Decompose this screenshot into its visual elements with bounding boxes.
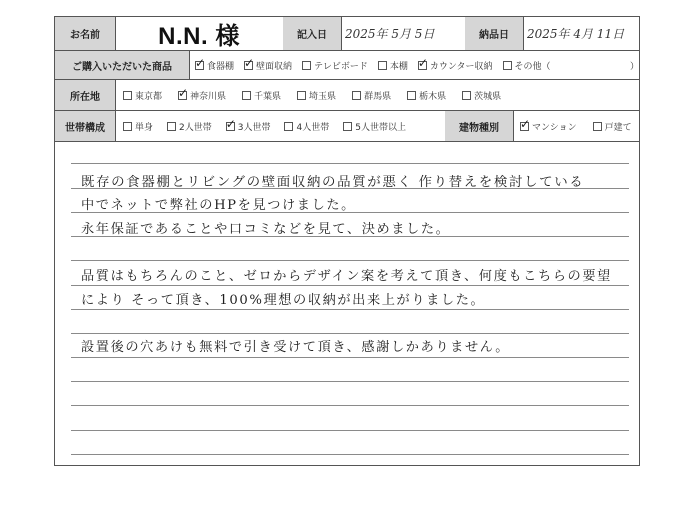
checkbox-gunma[interactable] [352, 91, 361, 100]
option-label: 壁面収納 [256, 61, 293, 72]
checkbox-single[interactable] [123, 122, 132, 131]
option-label: 本棚 [389, 61, 408, 72]
ruled-line [71, 285, 629, 286]
ruled-line [71, 309, 629, 310]
location-row [55, 80, 639, 111]
product-option-bookshelf[interactable] [378, 59, 408, 72]
ruled-line [71, 260, 629, 261]
location-option-tochigi[interactable] [407, 89, 446, 102]
product-option-cupboard[interactable] [195, 59, 234, 72]
option-label: 戸建て [604, 122, 632, 133]
option-label: 単身 [135, 122, 154, 133]
comment-line-3: 永年保証であることや口コミなどを見て、決めました。 [81, 222, 451, 237]
ruled-line [71, 333, 629, 334]
option-label: カウンター収納 [429, 61, 493, 72]
header-row [55, 17, 639, 51]
delivery-date-label: 納品日 [465, 17, 523, 50]
checkbox-other[interactable] [503, 61, 512, 70]
product-option-counter-storage[interactable] [418, 59, 493, 72]
delivery-date: 2025年 4月 11日 [527, 27, 625, 41]
comment-line-1: 既存の食器棚とリビングの壁面収納の品質が悪く 作り替えを検討している [81, 175, 585, 190]
household-option-single[interactable] [123, 120, 153, 133]
location-option-gunma[interactable] [352, 89, 391, 102]
household-label: 世帯構成 [55, 111, 115, 141]
location-option-saitama[interactable] [297, 89, 336, 102]
checkbox-kanagawa[interactable] [178, 91, 187, 100]
other-close-paren: ） [630, 61, 640, 72]
product-option-other[interactable] [503, 59, 551, 72]
option-label: 神奈川県 [190, 91, 227, 102]
location-option-tokyo[interactable] [123, 89, 162, 102]
ruled-line [71, 381, 629, 382]
checkbox-tochigi[interactable] [407, 91, 416, 100]
household-option-three[interactable] [226, 120, 271, 133]
option-label: 4人世帯 [296, 122, 330, 133]
products-label: ご購入いただいた商品 [55, 51, 189, 79]
products-options [195, 51, 561, 79]
option-label: 東京都 [135, 91, 163, 102]
checkbox-four-person[interactable] [284, 122, 293, 131]
option-label: 埼玉県 [309, 91, 337, 102]
checkbox-house[interactable] [593, 122, 602, 131]
option-label: その他（ [514, 61, 551, 72]
checkbox-tokyo[interactable] [123, 91, 132, 100]
building-label: 建物種別 [445, 111, 513, 141]
household-option-two[interactable] [167, 120, 212, 133]
location-option-kanagawa[interactable] [178, 89, 226, 102]
option-label: 3人世帯 [237, 122, 271, 133]
comment-line-2: 中でネットで弊社のHPを見つけました。 [81, 198, 356, 213]
entry-date-label: 記入日 [283, 17, 341, 50]
option-label: マンション [532, 122, 577, 133]
option-label: テレビボード [314, 61, 368, 72]
option-label: 千葉県 [254, 91, 282, 102]
comment-line-5: 品質はもちろんのこと、ゼロからデザイン案を考えて頂き、何度もこちらの要望 [81, 269, 612, 284]
checkbox-bookshelf[interactable] [378, 61, 387, 70]
location-option-chiba[interactable] [242, 89, 281, 102]
checkbox-counter-storage[interactable] [418, 61, 427, 70]
checkbox-two-person[interactable] [167, 122, 176, 131]
option-label: 茨城県 [474, 91, 502, 102]
comment-line-8: 設置後の穴あけも無料で引き受けて頂き、感謝しかありません。 [81, 340, 511, 355]
option-label: 食器棚 [207, 61, 235, 72]
household-option-four[interactable] [284, 120, 329, 133]
ruled-line [71, 430, 629, 431]
household-options [123, 111, 416, 141]
option-label: 2人世帯 [179, 122, 212, 133]
ruled-line [71, 454, 629, 455]
product-option-wall-storage[interactable] [244, 59, 292, 72]
checkbox-cupboard[interactable] [195, 61, 204, 70]
entry-date: 2025年 5月 5日 [345, 27, 435, 41]
checkbox-ibaraki[interactable] [462, 91, 471, 100]
checkbox-mansion[interactable] [520, 122, 529, 131]
customer-name: N.N. 様 [158, 23, 240, 50]
household-option-five-plus[interactable] [343, 120, 406, 133]
checkbox-tv-board[interactable] [302, 61, 311, 70]
comment-line-6: により そって頂き、100%理想の収納が出来上がりました。 [81, 293, 486, 308]
ruled-line [71, 405, 629, 406]
product-option-tv-board[interactable] [302, 59, 368, 72]
location-option-ibaraki[interactable] [462, 89, 501, 102]
products-row [55, 51, 639, 80]
checkbox-saitama[interactable] [297, 91, 306, 100]
building-option-house[interactable] [593, 120, 632, 133]
building-option-mansion[interactable] [520, 120, 577, 133]
option-label: 栃木県 [419, 91, 447, 102]
checkbox-wall-storage[interactable] [244, 61, 253, 70]
location-options [123, 80, 511, 110]
ruled-line [71, 357, 629, 358]
option-label: 5人世帯以上 [355, 122, 406, 133]
checkbox-three-person[interactable] [226, 122, 235, 131]
checkbox-five-plus[interactable] [343, 122, 352, 131]
name-label: お名前 [55, 17, 115, 50]
survey-form [54, 16, 640, 466]
ruled-line [71, 163, 629, 164]
location-label: 所在地 [55, 80, 115, 110]
checkbox-chiba[interactable] [242, 91, 251, 100]
option-label: 群馬県 [364, 91, 392, 102]
household-row [55, 111, 639, 142]
building-options [520, 111, 642, 141]
